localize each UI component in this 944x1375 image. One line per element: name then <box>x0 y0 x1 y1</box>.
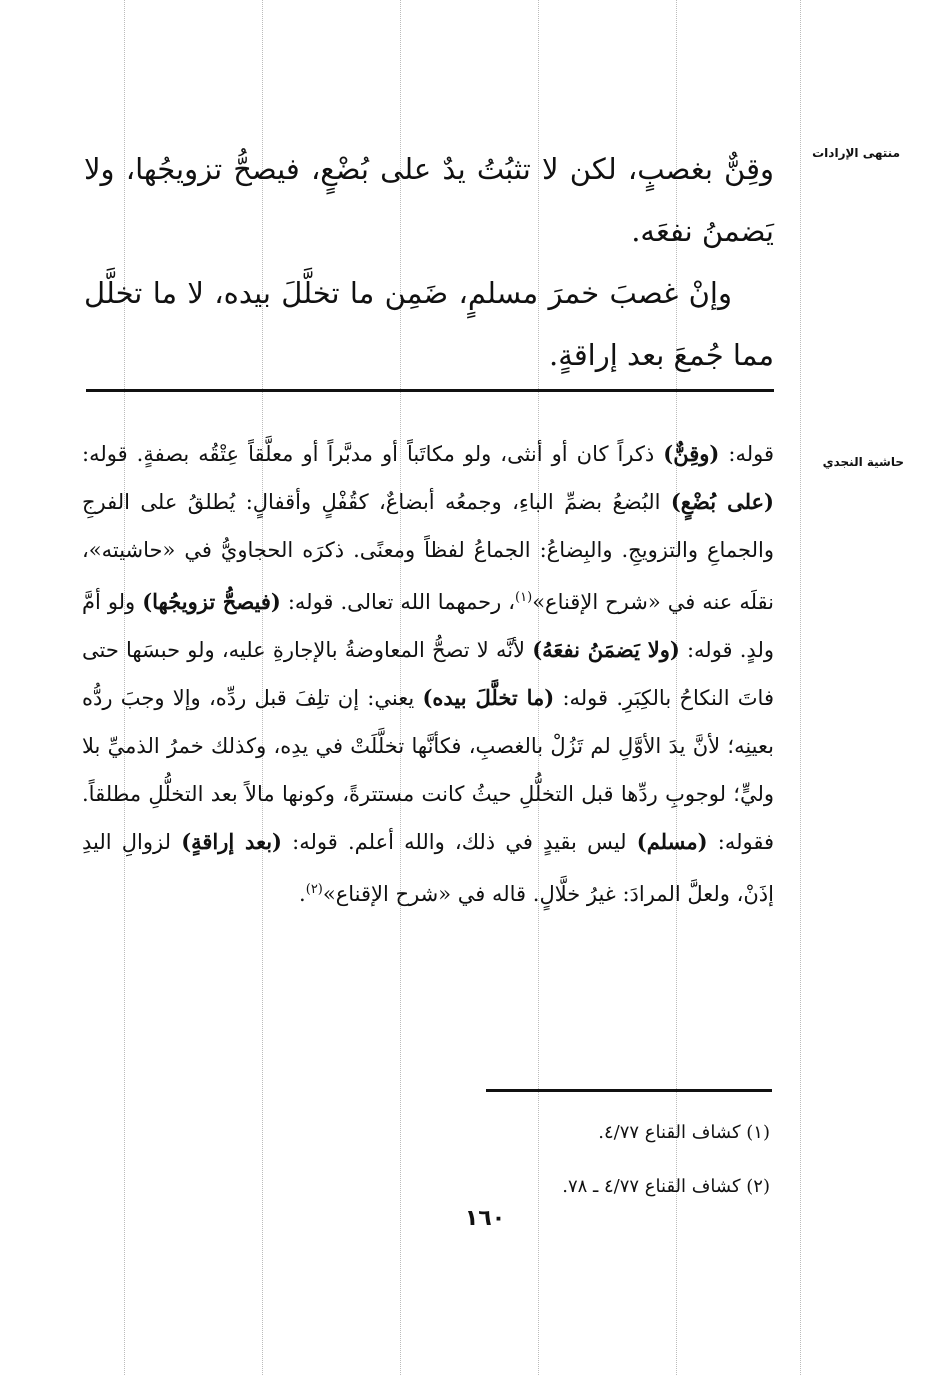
quoted-phrase: (على بُضْعٍ) <box>670 489 774 514</box>
commentary-text-run: ذكراً كان أو أنثى، ولو مكاتَباً أو مدبَّراً أو معلَّقاً عِتْقُه بصفةٍ. قوله: <box>82 442 664 466</box>
commentary-text-run: قوله: <box>719 442 774 466</box>
section-divider <box>86 389 774 392</box>
quoted-phrase: (ما تخلَّلَ بيده) <box>422 685 555 710</box>
footnotes <box>400 1106 770 1214</box>
main-text <box>84 138 774 386</box>
margin-label-matn: منتهى الإرادات <box>812 146 900 160</box>
commentary-text-run: ليس بقيدٍ في ذلك، والله أعلم. قوله: <box>282 830 637 854</box>
footnote-divider <box>486 1089 772 1092</box>
commentary-text-run: ولو أمَّ ولدٍ. قوله: <box>82 590 774 662</box>
footnote-item: (٢) كشاف القناع ٤/٧٧ ـ ٧٨. <box>562 1176 770 1197</box>
quoted-phrase: (وقِنٌّ) <box>663 441 720 466</box>
footnote-item: (١) كشاف القناع ٤/٧٧. <box>598 1122 770 1143</box>
main-text-paragraph: وقِنٌّ بغصبٍ، لكن لا تثبُتُ يدٌ على بُضْعٍ، فيصحُّ تزويجُها، ولا يَضمنُ نفعَه. <box>84 152 774 248</box>
quoted-phrase: (مسلم) <box>636 829 708 854</box>
commentary-text-run: لزوالِ اليدِ إذَنْ، ولعلَّ المرادَ: غيرُ خلَّالٍ. قاله في «شرح الإقناع» <box>82 830 774 906</box>
quoted-phrase: (فيصحُّ تزويجُها) <box>142 589 281 614</box>
page-number: ١٦٠ <box>464 1206 506 1231</box>
footnote-ref[interactable]: (٢) <box>305 882 323 897</box>
main-text-paragraph: وإنْ غصبَ خمرَ مسلمٍ، ضَمِن ما تخلَّلَ بيده، لا ما تخلَّل مما جُمعَ بعد إراقةٍ. <box>84 276 774 372</box>
commentary-text-run: البُضعُ بضمِّ الباءِ، وجمعُه أبضاعٌ، كقُفْلٍ وأقفالٍ: يُطلقُ على الفرجِ والجماعِ والتزويجِ. والبِضاعُ: الجماعُ لفظاً ومعنًى. ذكرَه الحجاويُّ في «حاشيته»، نقلَه عنه في «شرح الإقناع» <box>82 490 774 614</box>
quoted-phrase: (ولا يَضمَنُ نفعَهُ) <box>532 637 680 662</box>
quoted-phrase: (بعد إراقةٍ) <box>181 829 282 854</box>
commentary-text <box>82 430 774 918</box>
commentary-text-run: . <box>299 882 306 906</box>
commentary-text-run: يعني: إن تلِفَ قبل ردِّه، وإلا وجبَ ردُّه بعينِه؛ لأنَّ يدَ الأوَّلِ لم تَزُلْ بالغصبِ، فكأنَّها تخلَّلَتْ في يدِه، وكذلك خمرُ الذميِّ بلا وليٍّ؛ لوجوبِ ردِّها قبل التخلُّلِ حيثُ كانت مستترةً، وكونها مالاً بعد التخلُّلِ مطلقاً. فقوله: <box>82 686 774 854</box>
commentary-text-run: لأنَّه لا تصحُّ المعاوضةُ بالإجارةِ عليه، ولو حبسَها حتى فاتَ النكاحُ بالكِبَرِ. قوله: <box>82 638 774 710</box>
commentary-text-run: ، رحمهما الله تعالى. قوله: <box>280 590 516 614</box>
grid-line <box>800 0 801 1375</box>
margin-label-sharh: حاشية النجدي <box>822 455 904 469</box>
footnote-ref[interactable]: (١) <box>515 590 533 605</box>
